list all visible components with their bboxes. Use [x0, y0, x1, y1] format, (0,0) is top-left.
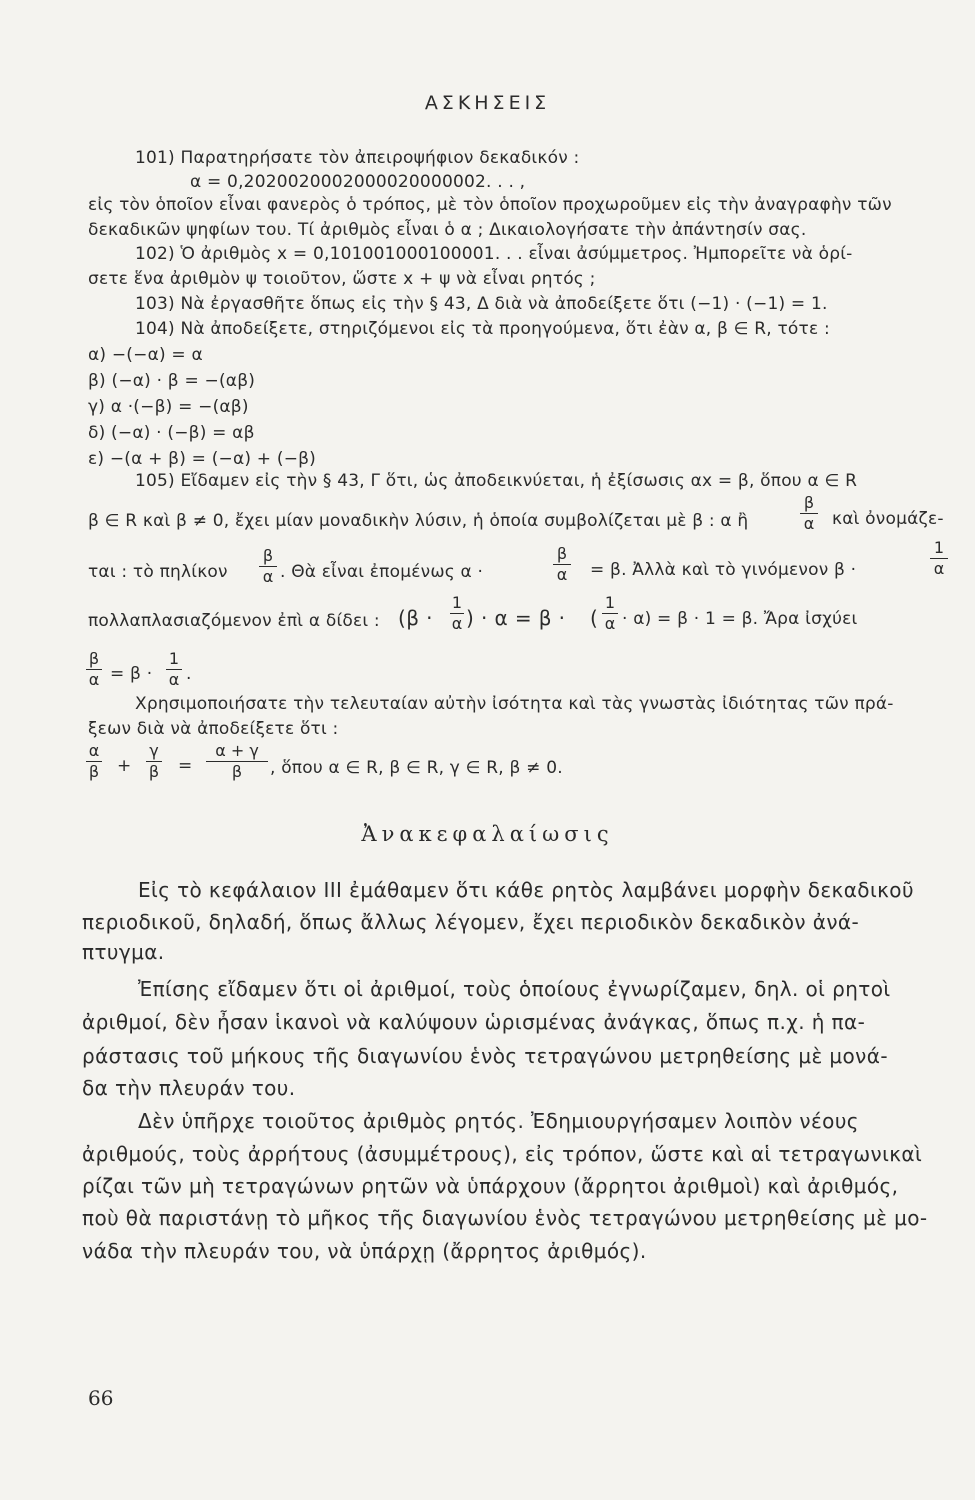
summary-p3-line-4: ποὺ θὰ παριστάνῃ τὸ μῆκος τῆς διαγωνίου ἑνὸς τετραγώνου μετρηθείσης μὲ μο- — [82, 1206, 928, 1230]
exercise-105-line-4e: · α) = β · 1 = β. Ἄρα ἰσχύει — [622, 609, 858, 629]
exercise-101-line-3: εἰς τὸν ὁποῖον εἶναι φανερὸς ὁ τρόπος, μὲ τὸν ὁποῖον προχωροῦμεν εἰς τὴν ἀναγραφὴν τῶν — [88, 195, 892, 215]
exercise-104: 104) Νὰ ἀποδείξετε, στηριζόμενοι εἰς τὰ προηγούμενα, ὅτι ἐὰν α, β ∈ R, τότε : — [135, 319, 830, 339]
fraction-beta-over-alpha: β α — [553, 545, 571, 584]
fraction-beta-over-alpha: β α — [800, 494, 818, 533]
exercise-105-line-3c: = β. Ἀλλὰ καὶ τὸ γινόμενον β · — [590, 560, 857, 580]
summary-p2-line-2: ἀριθμοί, δὲν ἦσαν ἱκανοὶ νὰ καλύψουν ὡρισμένας ἀνάγκας, ὅπως π.χ. ἡ πα- — [82, 1010, 866, 1034]
equals-sign: = — [178, 756, 193, 776]
exercise-105-line-2b: καὶ ὀνομάζε- — [832, 509, 944, 529]
fraction-alpha-plus-gamma-over-beta: α + γ β — [206, 742, 268, 781]
exercise-101-line-1: 101) Παρατηρήσατε τὸν ἀπειροψήφιον δεκαδικόν : — [135, 148, 580, 168]
exercise-105-line-4d: ( — [590, 606, 599, 630]
exercise-104-e: ε) −(α + β) = (−α) + (−β) — [88, 449, 317, 469]
exercise-105-line-4a: πολλαπλασιαζόμενον ἐπὶ α δίδει : — [88, 611, 380, 631]
exercise-101-line-2: α = 0,2020020002000020000002. . . , — [190, 172, 526, 192]
summary-p3-line-2: ἀριθμούς, τοὺς ἀρρήτους (ἀσυμμέτρους), εἰς τρόπον, ὥστε καὶ αἱ τετραγωνικαὶ — [82, 1142, 923, 1166]
summary-heading: Ἀνακεφαλαίωσις — [361, 822, 614, 846]
summary-p2-line-1: Ἐπίσης εἴδαμεν ὅτι οἱ ἀριθμοί, τοὺς ὁποίους ἐγνωρίζαμεν, δηλ. οἱ ρητοὶ — [138, 977, 891, 1001]
summary-p3-line-5: νάδα τὴν πλευράν του, νὰ ὑπάρχῃ (ἄρρητος ἀριθμός). — [82, 1239, 647, 1263]
exercise-104-b: β) (−α) · β = −(αβ) — [88, 371, 256, 391]
exercise-105-line-1: 105) Εἴδαμεν εἰς τὴν § 43, Γ ὅτι, ὡς ἀποδεικνύεται, ἡ ἐξίσωσις αx = β, ὅπου α ∈ R — [135, 471, 858, 491]
exercise-105-line-5-period: . — [186, 664, 192, 684]
exercise-101-line-4: δεκαδικῶν ψηφίων του. Τί ἀριθμὸς εἶναι ὁ α ; Δικαιολογήσατε τὴν ἀπάντησίν σας. — [88, 220, 807, 240]
summary-p1-line-3: πτυγμα. — [82, 940, 165, 964]
fraction-beta-over-alpha: β α — [86, 650, 102, 689]
fraction-alpha-over-beta: α β — [86, 742, 102, 781]
exercise-105-line-3a: ται : τὸ πηλίκον — [88, 562, 228, 582]
exercise-105-line-8: , ὅπου α ∈ R, β ∈ R, γ ∈ R, β ≠ 0. — [270, 758, 563, 778]
fraction-gamma-over-beta: γ β — [146, 742, 162, 781]
exercise-105-line-3b: . Θὰ εἶναι ἐπομένως α · — [280, 562, 484, 582]
page-number: 66 — [88, 1386, 114, 1410]
summary-p2-line-4: δα τὴν πλευράν του. — [82, 1076, 296, 1100]
fraction-beta-over-alpha: β α — [259, 547, 277, 586]
exercise-105-line-7: ξεων διὰ νὰ ἀποδείξετε ὅτι : — [88, 719, 339, 739]
summary-p1-line-2: περιοδικοῦ, δηλαδή, ὅπως ἄλλως λέγομεν, ἔχει περιοδικὸν δεκαδικὸν ἀνά- — [82, 910, 860, 934]
exercise-105-line-4b: (β · — [398, 606, 433, 630]
exercises-heading: ΑΣΚΗΣΕΙΣ — [424, 92, 551, 114]
summary-p3-line-3: ρίζαι τῶν μὴ τετραγώνων ρητῶν νὰ ὑπάρχουν (ἄρρητοι ἀριθμοὶ) καὶ ἀριθμός, — [82, 1174, 899, 1198]
exercise-102-line-2: σετε ἕνα ἀριθμὸν ψ τοιοῦτον, ὥστε x + ψ νὰ εἶναι ρητός ; — [88, 269, 596, 289]
exercise-105-line-6: Χρησιμοποιήσατε τὴν τελευταίαν αὐτὴν ἰσότητα καὶ τὰς γνωστὰς ἰδιότητας τῶν πρά- — [135, 694, 894, 714]
exercise-105-line-4c: ) · α = β · — [466, 606, 566, 630]
exercise-104-a: α) −(−α) = α — [88, 345, 203, 365]
exercise-103: 103) Νὰ ἐργασθῆτε ὅπως εἰς τὴν § 43, Δ διὰ νὰ ἀποδείξετε ὅτι (−1) · (−1) = 1. — [135, 294, 828, 314]
fraction-one-over-alpha: 1 α — [166, 650, 182, 689]
exercise-105-line-5: = β · — [110, 664, 153, 684]
exercise-105-line-2a: β ∈ R καὶ β ≠ 0, ἔχει μίαν μοναδικὴν λύσιν, ἡ ὁποία συμβολίζεται μὲ β : α ἢ — [88, 511, 749, 531]
fraction-one-over-alpha: 1 α — [451, 593, 463, 633]
summary-p1-line-1: Εἰς τὸ κεφάλαιον III ἐμάθαμεν ὅτι κάθε ρητὸς λαμβάνει μορφὴν δεκαδικοῦ — [138, 878, 914, 902]
summary-p2-line-3: ράστασις τοῦ μήκους τῆς διαγωνίου ἑνὸς τετραγώνου μετρηθείσης μὲ μονά- — [82, 1044, 888, 1068]
exercise-104-d: δ) (−α) · (−β) = αβ — [88, 423, 255, 443]
summary-p3-line-1: Δὲν ὑπῆρχε τοιοῦτος ἀριθμὸς ρητός. Ἐδημιουργήσαμεν λοιπὸν νέους — [138, 1109, 859, 1133]
plus-sign: + — [117, 756, 132, 776]
exercise-104-c: γ) α ·(−β) = −(αβ) — [88, 397, 249, 417]
fraction-one-over-alpha: 1 α — [602, 594, 618, 633]
exercise-102-line-1: 102) Ὁ ἀριθμὸς x = 0,101001000100001. . . εἶναι ἀσύμμετρος. Ἠμπορεῖτε νὰ ὁρί- — [135, 244, 853, 264]
fraction-one-over-alpha: 1 α — [930, 539, 948, 578]
